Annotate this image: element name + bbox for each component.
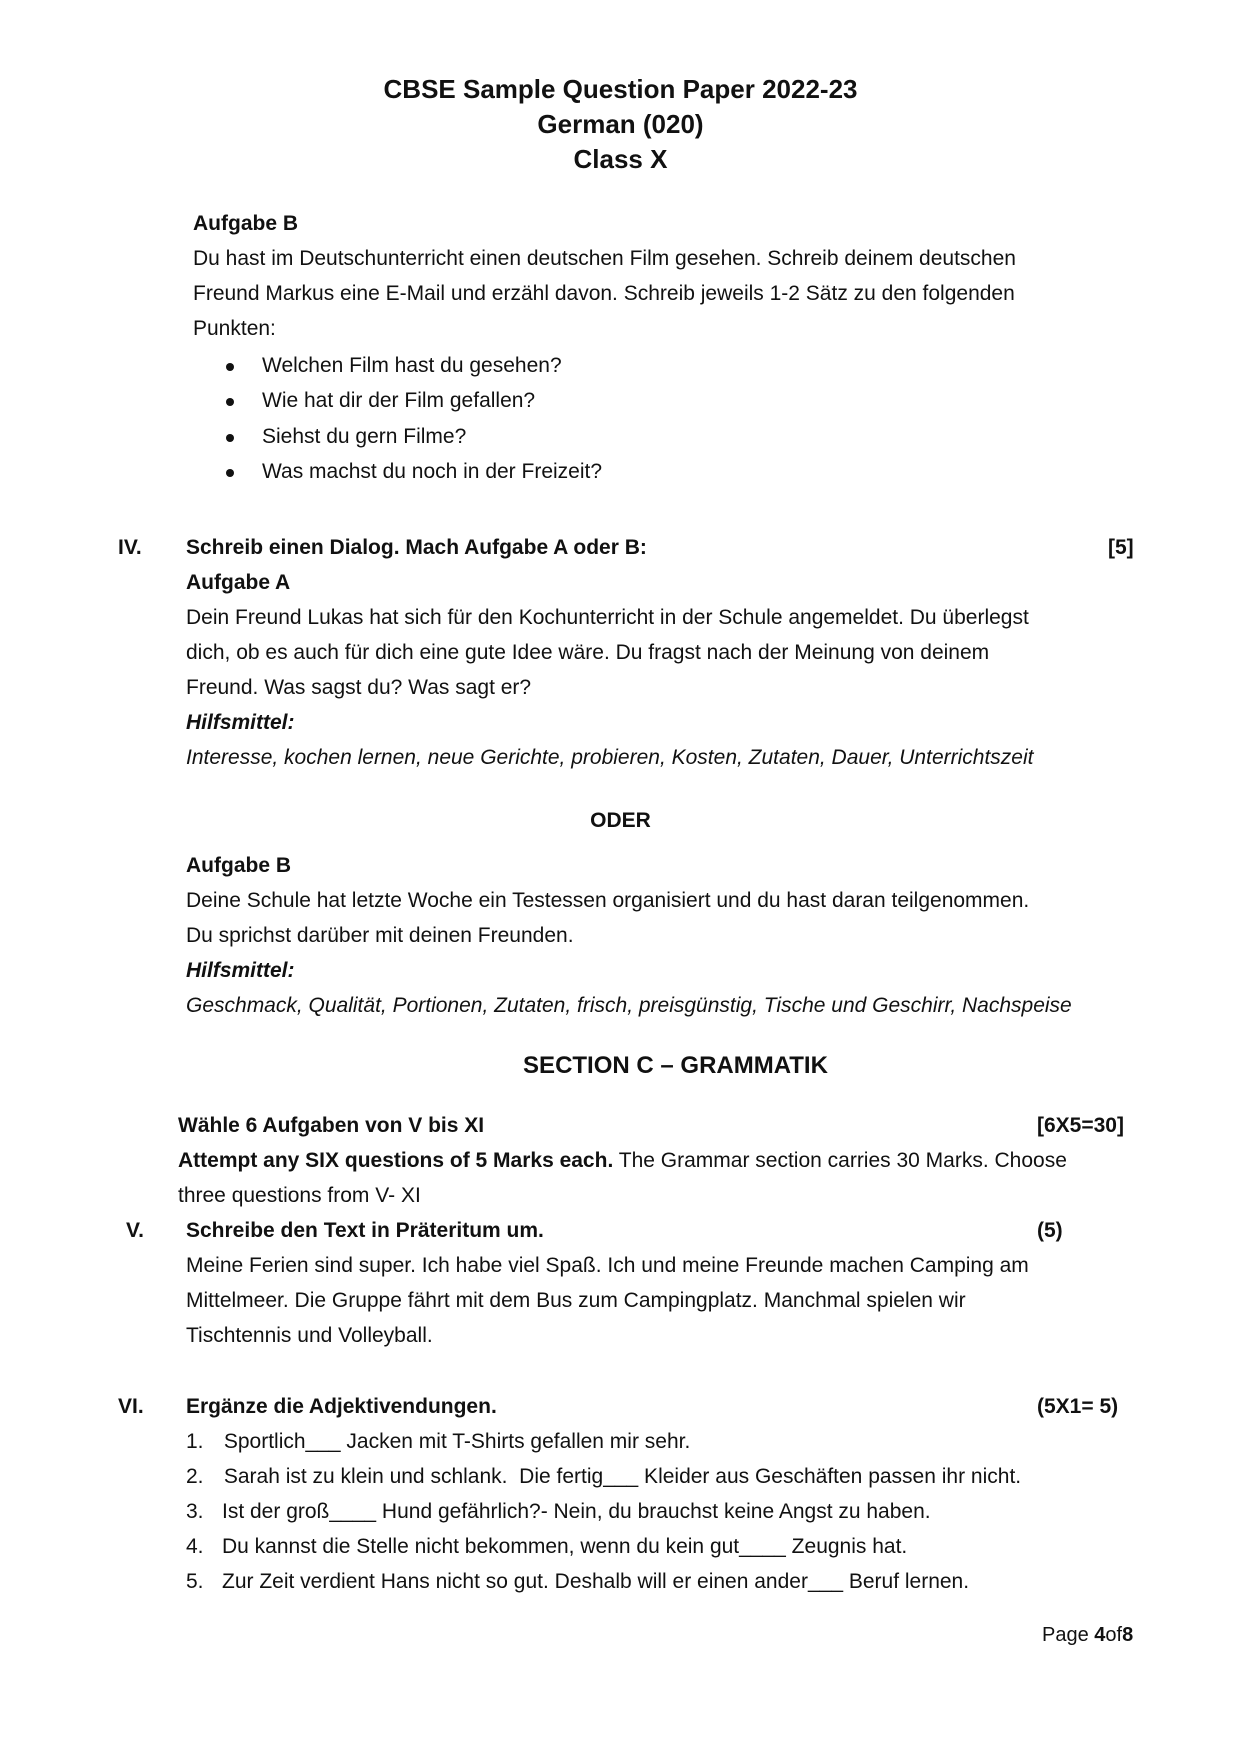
section-attempt-line2: three questions from V- XI [178, 1184, 421, 1207]
attempt-bold-text: Attempt any SIX questions of 5 Marks each. [178, 1149, 614, 1172]
aufgabe-a-text-line: Freund. Was sagst du? Was sagt er? [186, 676, 532, 699]
list-item: Sarah ist zu klein und schlank. Die fertig___ Kleider aus Geschäften passen ihr nicht. [218, 1465, 1022, 1488]
aufgabe-b-text-line: Du sprichst darüber mit deinen Freunden. [186, 924, 574, 947]
section-marks: [6X5=30] [1037, 1114, 1124, 1137]
page-of: of [1105, 1624, 1123, 1646]
list-item: Du kannst die Stelle nicht bekommen, wenn du kein gut____ Zeugnis hat. [222, 1535, 908, 1558]
hilfsmittel-label: Hilfsmittel: [186, 959, 295, 982]
paper-header [0, 72, 1241, 177]
item-number: 5. [186, 1570, 204, 1593]
section-instruction: Wähle 6 Aufgaben von V bis XI [178, 1114, 485, 1137]
list-item: Sportlich___ Jacken mit T-Shirts gefallen mir sehr. [218, 1430, 691, 1453]
page-number [1042, 1618, 1133, 1653]
item-number: 1. [186, 1430, 204, 1453]
page-total: 8 [1122, 1624, 1134, 1646]
oder-separator: ODER [590, 809, 651, 832]
question-title: Schreibe den Text in Präteritum um. [186, 1219, 544, 1242]
bullet-item: Wie hat dir der Film gefallen? [262, 389, 536, 412]
aufgabe-b-text-line: Freund Markus eine E-Mail und erzähl davon. Schreib jeweils 1-2 Sätz zu den folgenden [193, 282, 1015, 305]
item-number: 3. [186, 1500, 204, 1523]
bullet-icon [226, 363, 234, 371]
hilfsmittel-label: Hilfsmittel: [186, 711, 295, 734]
bullet-item: Siehst du gern Filme? [262, 425, 467, 448]
hilfsmittel-words: Interesse, kochen lernen, neue Gerichte, probieren, Kosten, Zutaten, Dauer, Unterrichtszeit [186, 746, 1034, 769]
section-attempt-line [178, 1143, 1067, 1178]
question-marks: (5) [1037, 1219, 1063, 1242]
aufgabe-b-title: Aufgabe B [193, 212, 298, 235]
question-text-line: Meine Ferien sind super. Ich habe viel Spaß. Ich und meine Freunde machen Camping am [186, 1254, 1029, 1277]
question-text-line: Tischtennis und Volleyball. [186, 1324, 433, 1347]
aufgabe-b-text-line: Du hast im Deutschunterricht einen deutschen Film gesehen. Schreib deinem deutschen [193, 247, 1016, 270]
aufgabe-a-text-line: dich, ob es auch für dich eine gute Idee wäre. Du fragst nach der Meinung von deinem [186, 641, 990, 664]
aufgabe-b-text-line: Punkten: [193, 317, 276, 340]
list-item: Ist der groß____ Hund gefährlich?- Nein, du brauchst keine Angst zu haben. [222, 1500, 931, 1523]
paper-class: Class X [573, 144, 668, 174]
question-text-line: Mittelmeer. Die Gruppe fährt mit dem Bus zum Campingplatz. Manchmal spielen wir [186, 1289, 966, 1312]
bullet-icon [226, 398, 234, 406]
question-title: Schreib einen Dialog. Mach Aufgabe A oder B: [186, 536, 647, 559]
hilfsmittel-words: Geschmack, Qualität, Portionen, Zutaten, frisch, preisgünstig, Tische und Geschirr, Nachspeise [186, 994, 1072, 1017]
item-number: 4. [186, 1535, 204, 1558]
item-number: 2. [186, 1465, 204, 1488]
question-number: IV. [118, 536, 142, 559]
aufgabe-a-title: Aufgabe A [186, 571, 291, 594]
aufgabe-b-text-line: Deine Schule hat letzte Woche ein Testessen organisiert und du hast daran teilgenommen. [186, 889, 1030, 912]
attempt-text: The Grammar section carries 30 Marks. Choose [618, 1149, 1067, 1172]
list-item: Zur Zeit verdient Hans nicht so gut. Deshalb will er einen ander___ Beruf lernen. [222, 1570, 970, 1593]
paper-title: CBSE Sample Question Paper 2022-23 [383, 74, 858, 104]
bullet-icon [226, 469, 234, 477]
question-marks: (5X1= 5) [1037, 1395, 1119, 1418]
paper-subject: German (020) [537, 109, 704, 139]
page-label: Page [1042, 1624, 1095, 1646]
bullet-item: Welchen Film hast du gesehen? [262, 354, 562, 377]
section-heading: SECTION C – GRAMMATIK [523, 1052, 828, 1079]
aufgabe-a-text-line: Dein Freund Lukas hat sich für den Kochunterricht in der Schule angemeldet. Du überlegst [186, 606, 1029, 629]
question-marks: [5] [1108, 536, 1134, 559]
bullet-item: Was machst du noch in der Freizeit? [262, 460, 603, 483]
question-number: VI. [118, 1395, 144, 1418]
aufgabe-b-title: Aufgabe B [186, 854, 291, 877]
question-title: Ergänze die Adjektivendungen. [186, 1395, 497, 1418]
question-number: V. [126, 1219, 144, 1242]
page-current: 4 [1094, 1624, 1106, 1646]
bullet-icon [226, 434, 234, 442]
